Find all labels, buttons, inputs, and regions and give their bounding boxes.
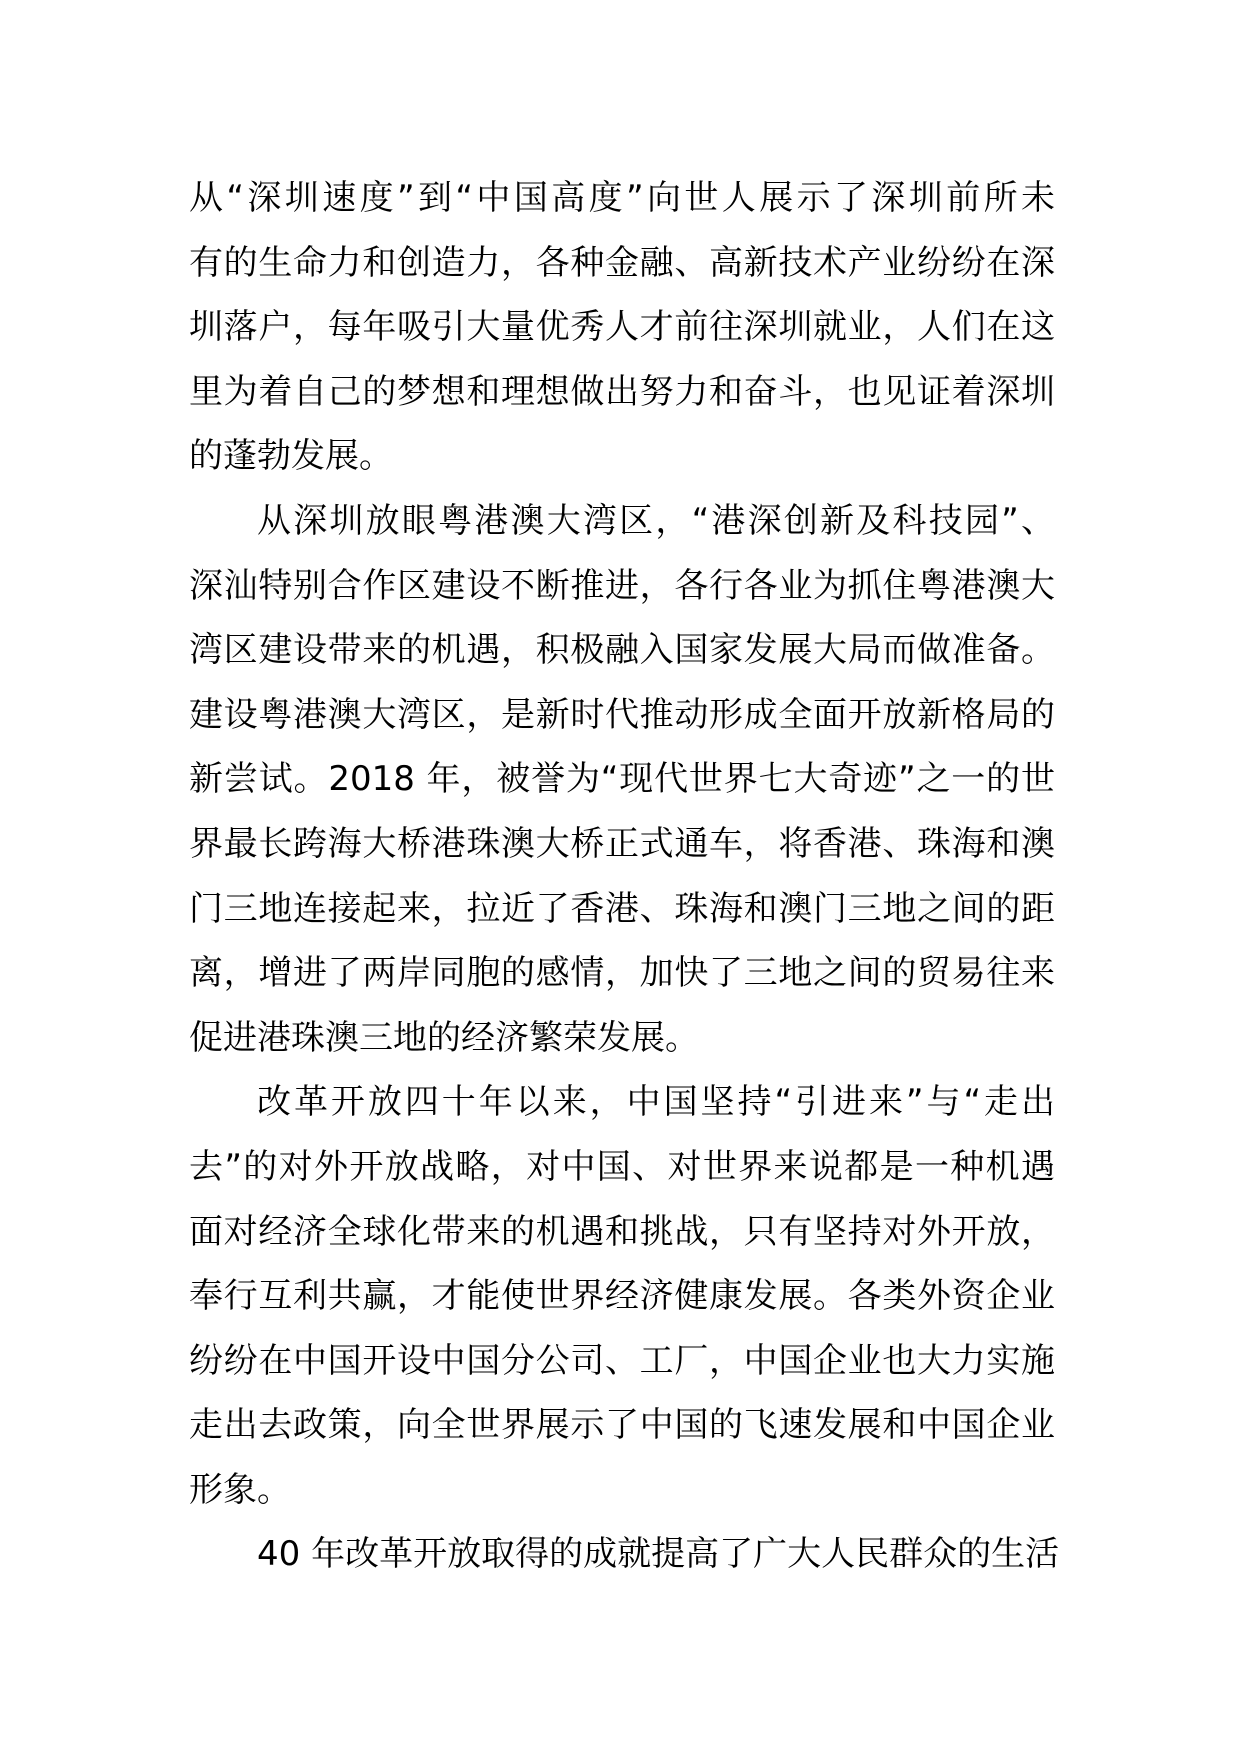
text-line-content: 圳落户，每年吸引大量优秀人才前往深圳就业，人们在这	[189, 307, 1055, 348]
paragraph	[189, 489, 1055, 1070]
text-line-content: 40 年改革开放取得的成就提高了广大人民群众的生活	[257, 1534, 1060, 1575]
text-line-content: 促进港珠澳三地的经济繁荣发展。	[189, 1017, 699, 1058]
text-line-content: 纷纷在中国开设中国分公司、工厂，中国企业也大力实施	[189, 1340, 1055, 1381]
text-line	[189, 877, 1055, 942]
text-line-content: 新尝试。2018 年，被誉为“现代世界七大奇迹”之一的世	[189, 759, 1055, 800]
text-line	[189, 1200, 1055, 1265]
document-body	[189, 166, 1060, 1587]
text-line-content: 走出去政策，向全世界展示了中国的飞速发展和中国企业	[189, 1405, 1055, 1446]
text-line-content: 有的生命力和创造力，各种金融、高新技术产业纷纷在深	[189, 242, 1055, 283]
text-line-content: 里为着自己的梦想和理想做出努力和奋斗，也见证着深圳	[189, 371, 1055, 412]
text-line-content: 去”的对外开放战略，对中国、对世界来说都是一种机遇	[189, 1146, 1055, 1187]
text-line	[189, 1458, 1055, 1523]
text-line	[189, 941, 1055, 1006]
paragraph	[189, 166, 1055, 489]
text-line	[189, 554, 1055, 619]
text-line	[189, 360, 1055, 425]
text-line-content: 的蓬勃发展。	[189, 436, 393, 477]
text-line	[189, 1393, 1055, 1458]
text-line	[189, 424, 1055, 489]
text-line-content: 建设粤港澳大湾区，是新时代推动形成全面开放新格局的	[189, 694, 1055, 735]
text-line-content: 形象。	[189, 1469, 291, 1510]
text-line-content: 深汕特别合作区建设不断推进，各行各业为抓住粤港澳大	[189, 565, 1055, 606]
text-line	[189, 1070, 1055, 1135]
text-line	[189, 295, 1055, 360]
text-line-content: 湾区建设带来的机遇，积极融入国家发展大局而做准备。	[189, 630, 1055, 671]
text-line-content: 离，增进了两岸同胞的感情，加快了三地之间的贸易往来	[189, 953, 1055, 994]
paragraph	[189, 1522, 1060, 1587]
paragraph	[189, 1070, 1055, 1522]
text-line	[189, 1329, 1055, 1394]
text-line-content: 改革开放四十年以来，中国坚持“引进来”与“走出	[257, 1082, 1055, 1123]
text-line	[189, 1135, 1055, 1200]
text-line-content: 门三地连接起来，拉近了香港、珠海和澳门三地之间的距	[189, 888, 1055, 929]
text-line	[189, 489, 1055, 554]
text-line-content: 从“深圳速度”到“中国高度”向世人展示了深圳前所未	[189, 178, 1055, 218]
text-line	[189, 812, 1055, 877]
text-line	[189, 1264, 1055, 1329]
text-line	[189, 683, 1055, 748]
text-line	[189, 747, 1055, 812]
text-line-content: 面对经济全球化带来的机遇和挑战，只有坚持对外开放，	[189, 1211, 1055, 1252]
text-line	[189, 618, 1055, 683]
text-line-content: 界最长跨海大桥港珠澳大桥正式通车，将香港、珠海和澳	[189, 823, 1055, 864]
text-line	[189, 166, 1055, 231]
text-line	[189, 1006, 1055, 1071]
text-line	[189, 1522, 1060, 1587]
text-line-content: 从深圳放眼粤港澳大湾区，“港深创新及科技园”、	[257, 500, 1055, 541]
text-line	[189, 231, 1055, 296]
text-line-content: 奉行互利共赢，才能使世界经济健康发展。各类外资企业	[189, 1276, 1055, 1317]
